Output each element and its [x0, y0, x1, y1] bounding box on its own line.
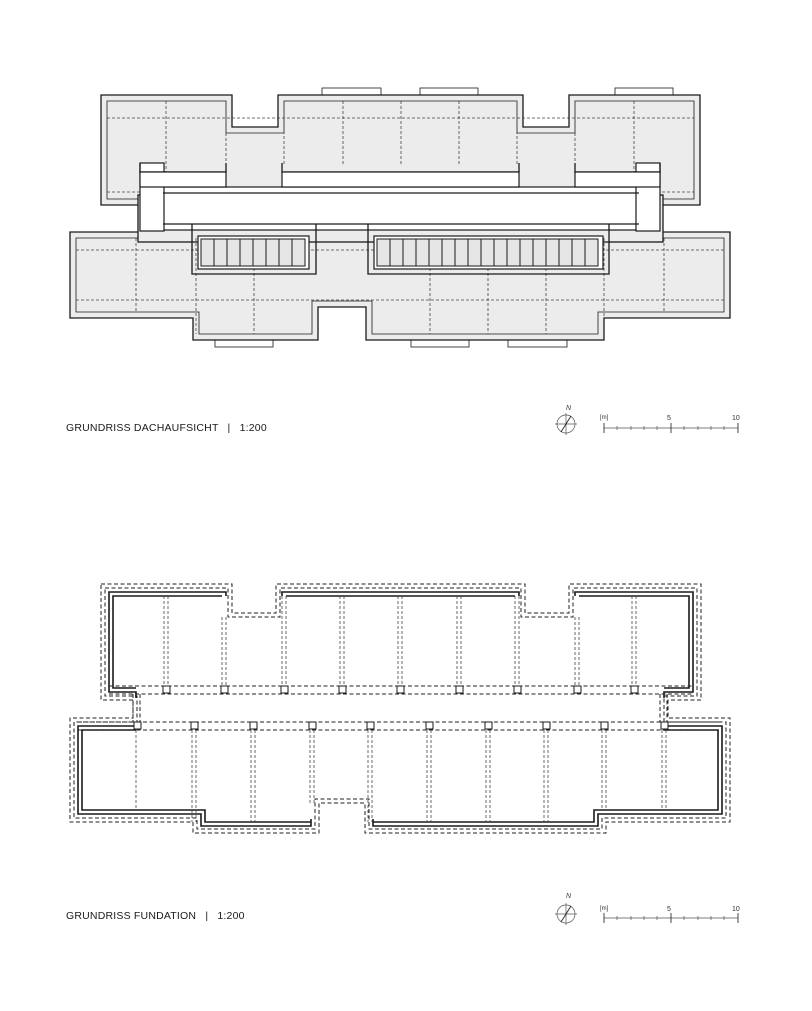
scale-bar — [600, 906, 740, 923]
north-arrow-icon — [555, 405, 577, 435]
column-footings — [134, 686, 668, 729]
svg-text:5: 5 — [667, 906, 671, 913]
svg-text:[m]: [m] — [600, 415, 609, 421]
foundation-plan — [70, 584, 730, 833]
plan-title-dachaufsicht: GRUNDRISS DACHAUFSICHT | 1:200 — [66, 422, 267, 434]
svg-text:10: 10 — [732, 415, 740, 422]
svg-text:N: N — [566, 893, 572, 900]
svg-text:N: N — [566, 405, 572, 412]
scale-bar — [600, 415, 740, 433]
plan-title-fundation: GRUNDRISS FUNDATION | 1:200 — [66, 910, 245, 922]
svg-text:10: 10 — [732, 906, 740, 913]
foundation-grid-lines — [136, 596, 666, 822]
north-arrow-icon — [555, 893, 577, 925]
svg-text:[m]: [m] — [600, 906, 609, 912]
roof-central-walkway — [140, 163, 660, 231]
svg-text:5: 5 — [667, 415, 671, 422]
foundation-walls — [78, 592, 722, 826]
roof-plan — [70, 88, 730, 347]
